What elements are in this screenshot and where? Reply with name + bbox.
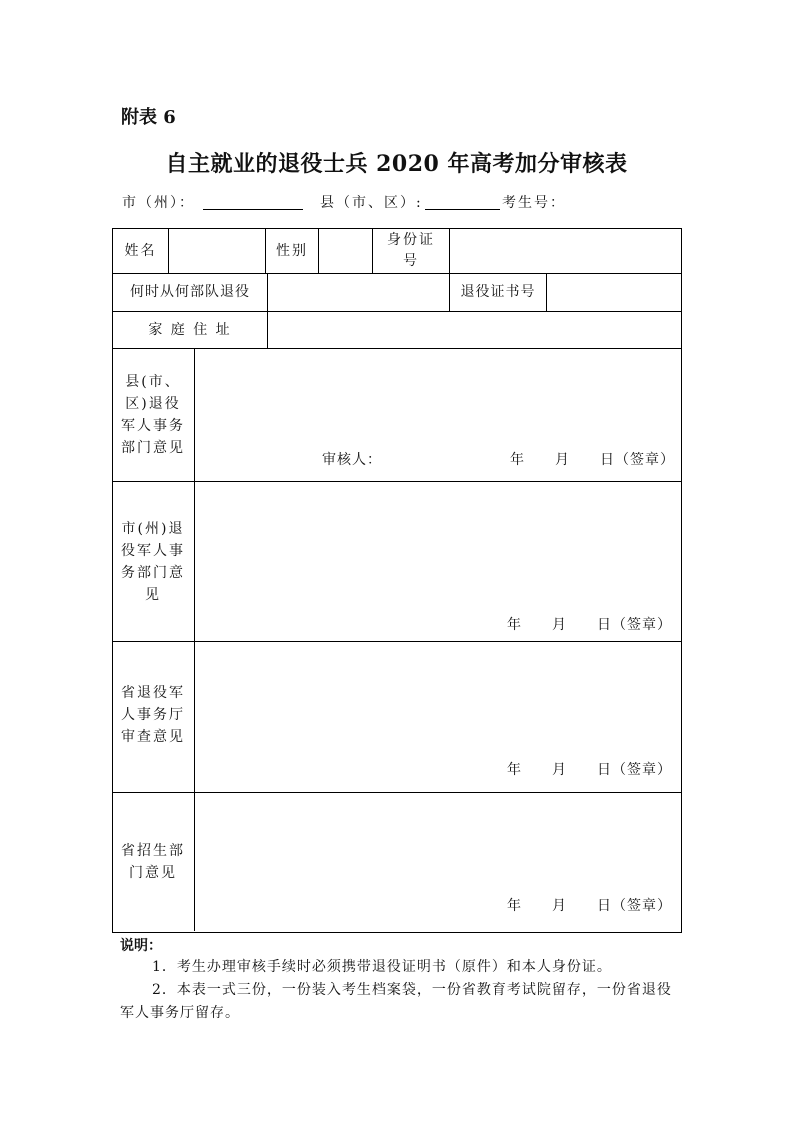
id-number-field[interactable] <box>450 229 680 273</box>
county-signature-date: 年 月 日（签章） <box>510 452 675 468</box>
county-label: 县（市、区）: <box>320 195 423 211</box>
province-veterans-opinion-label: 省退役军人事务厅审查意见 <box>121 685 185 745</box>
form-title: 自主就业的退役士兵 2020 年高考加分审核表 <box>165 151 628 177</box>
home-address-label: 家 庭 住 址 <box>148 321 232 338</box>
reviewer-label: 审核人： <box>322 452 382 468</box>
appendix-label: 附表 6 <box>121 107 176 128</box>
discharge-cert-label: 退役证书号 <box>460 284 536 300</box>
province-veterans-signature-date: 年 月 日（签章） <box>507 762 672 778</box>
note-item: 2．本表一式三份，一份装入考生档案袋，一份省教育考试院留存，一份省退役军人事务厅留存。 <box>120 982 672 1021</box>
id-number-label: 身份证号 <box>387 232 435 269</box>
discharge-unit-field[interactable] <box>268 274 449 311</box>
name-field[interactable] <box>169 229 265 273</box>
note-item: 1．考生办理审核手续时必须携带退役证明书（原件）和本人身份证。 <box>152 959 612 975</box>
exam-no-label: 考生号： <box>502 195 566 211</box>
discharge-unit-label: 何时从何部队退役 <box>130 284 250 300</box>
discharge-cert-field[interactable] <box>547 274 680 311</box>
admissions-opinion-label: 省招生部门意见 <box>121 843 185 881</box>
county-opinion-label: 县(市、区)退役军人事务部门意见 <box>121 374 185 456</box>
notes-title: 说明： <box>120 938 162 954</box>
city-signature-date: 年 月 日（签章） <box>507 617 672 633</box>
home-address-field[interactable] <box>268 312 680 348</box>
name-label: 姓名 <box>124 242 157 259</box>
city-label: 市（州）： <box>122 195 195 211</box>
gender-field[interactable] <box>319 229 372 273</box>
city-opinion-label: 市(州)退役军人事务部门意见 <box>121 521 185 603</box>
gender-label: 性别 <box>276 242 308 259</box>
admissions-signature-date: 年 月 日（签章） <box>507 898 672 914</box>
col-divider <box>372 229 373 273</box>
